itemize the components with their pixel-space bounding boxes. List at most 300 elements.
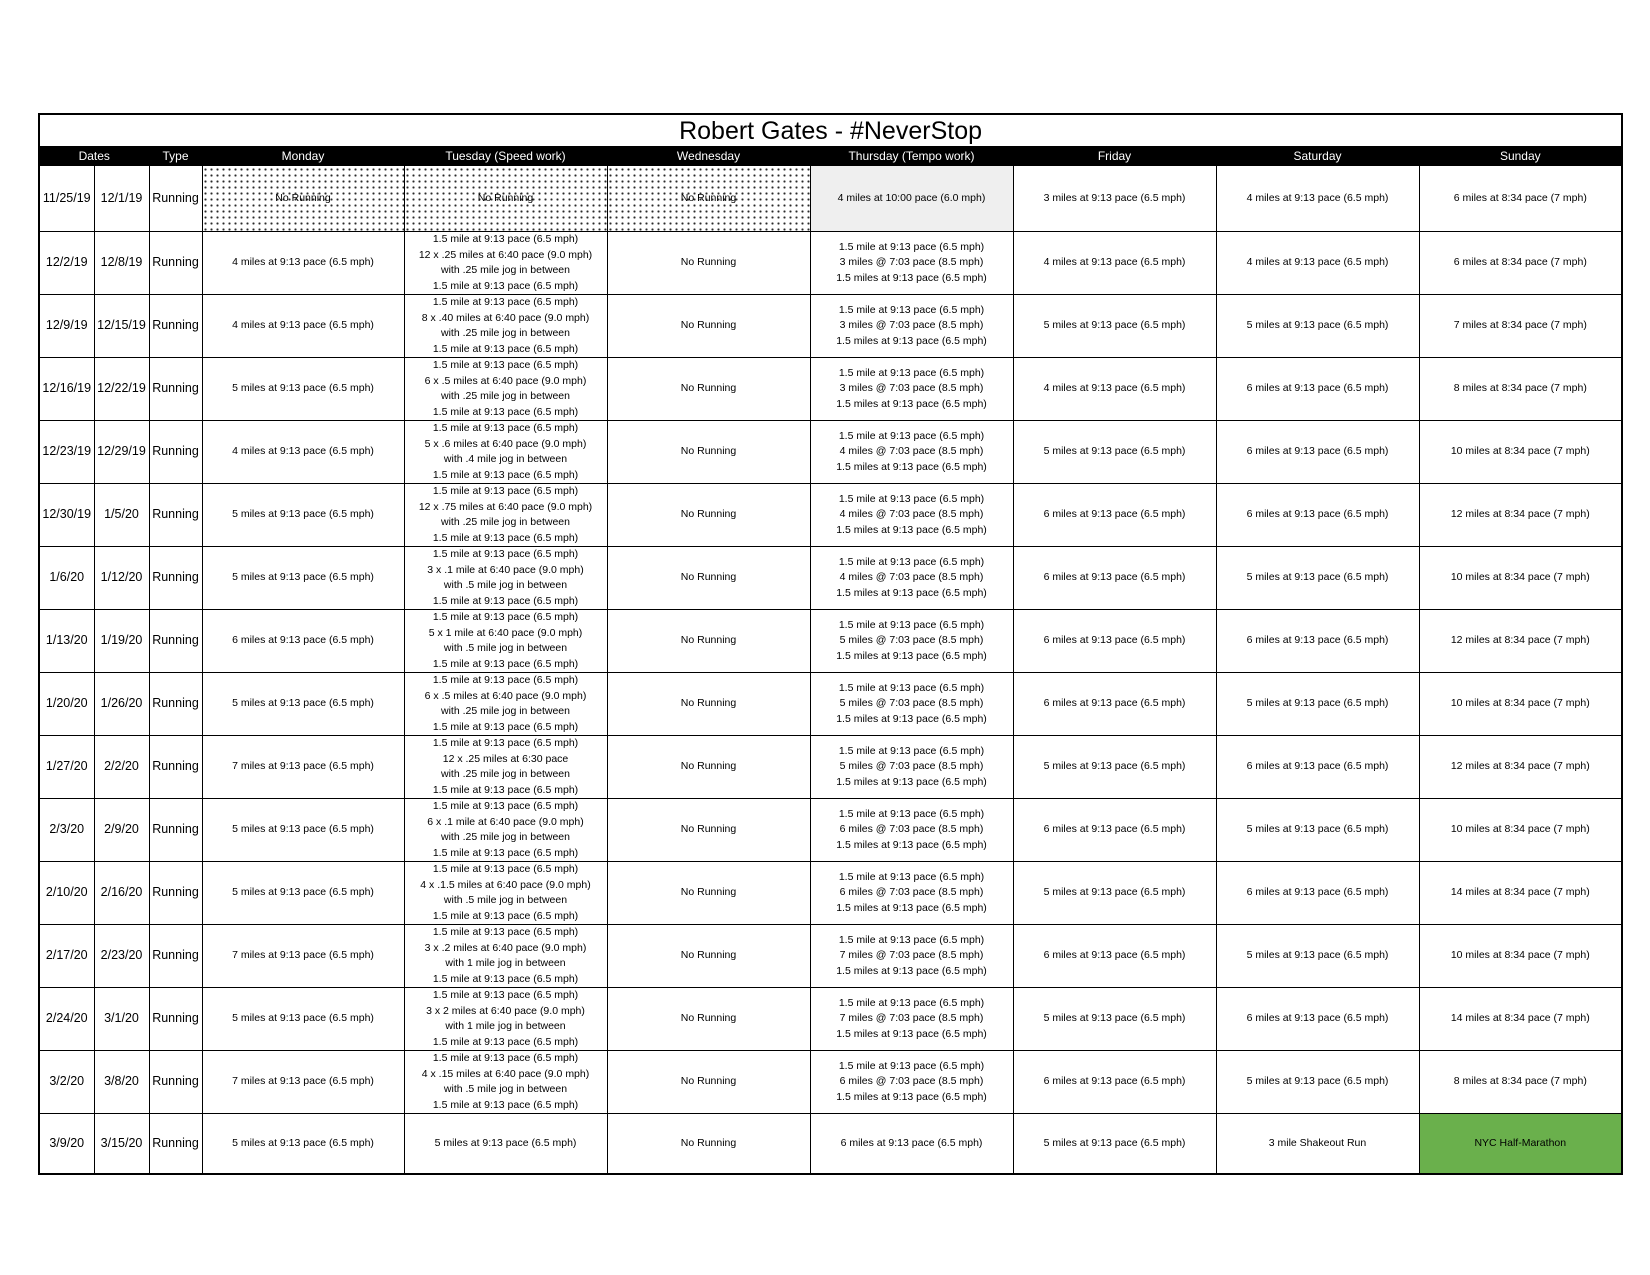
saturday-workout: 6 miles at 9:13 pace (6.5 mph) — [1216, 484, 1419, 547]
tuesday-workout-line: with .25 mile jog in between — [441, 768, 570, 780]
week-end-date: 12/15/19 — [94, 295, 149, 358]
week-end-date: 12/29/19 — [94, 421, 149, 484]
week-row — [39, 736, 1622, 799]
tuesday-workout-lines — [407, 191, 605, 207]
tuesday-workout — [404, 358, 607, 421]
week-start-date: 2/10/20 — [39, 862, 94, 925]
wednesday-workout: No Running — [607, 610, 810, 673]
tuesday-workout — [404, 799, 607, 862]
saturday-workout: 5 miles at 9:13 pace (6.5 mph) — [1216, 799, 1419, 862]
tuesday-workout — [404, 988, 607, 1051]
week-end-date: 1/12/20 — [94, 547, 149, 610]
tuesday-workout-line: 1.5 mile at 9:13 pace (6.5 mph) — [432, 989, 579, 1001]
thursday-workout-lines — [813, 996, 1011, 1043]
tuesday-workout-lines — [407, 484, 605, 546]
wednesday-workout: No Running — [607, 421, 810, 484]
thursday-workout — [810, 673, 1013, 736]
week-end-date: 1/5/20 — [94, 484, 149, 547]
tuesday-workout — [404, 610, 607, 673]
thursday-workout — [810, 736, 1013, 799]
thursday-workout-line: 1.5 mile at 9:13 pace (6.5 mph) — [838, 744, 985, 757]
tuesday-workout-line: 3 x .2 miles at 6:40 pace (9.0 mph) — [424, 941, 587, 954]
thursday-workout — [810, 988, 1013, 1051]
tuesday-workout-lines — [407, 295, 605, 357]
week-end-date: 12/8/19 — [94, 232, 149, 295]
thursday-workout-line: 5 miles @ 7:03 pace (8.5 mph) — [839, 697, 984, 710]
week-type: Running — [149, 736, 202, 799]
thursday-workout-line: 1.5 mile at 9:13 pace (6.5 mph) — [838, 555, 985, 568]
tuesday-workout — [404, 421, 607, 484]
tuesday-workout-line: 1.5 mile at 9:13 pace (6.5 mph) — [432, 548, 579, 560]
week-end-date: 12/1/19 — [94, 166, 149, 232]
thursday-workout — [810, 547, 1013, 610]
saturday-workout: 4 miles at 9:13 pace (6.5 mph) — [1216, 166, 1419, 232]
thursday-workout-lines — [813, 681, 1011, 728]
week-type: Running — [149, 547, 202, 610]
week-row — [39, 799, 1622, 862]
friday-workout: 5 miles at 9:13 pace (6.5 mph) — [1013, 421, 1216, 484]
saturday-workout: 4 miles at 9:13 pace (6.5 mph) — [1216, 232, 1419, 295]
thursday-workout-line: 1.5 miles at 9:13 pace (6.5 mph) — [836, 649, 987, 662]
sunday-workout: 6 miles at 8:34 pace (7 mph) — [1419, 166, 1622, 232]
friday-workout: 6 miles at 9:13 pace (6.5 mph) — [1013, 799, 1216, 862]
tuesday-workout-line: 3 x .1 mile at 6:40 pace (9.0 mph) — [427, 563, 584, 576]
header-tuesday: Tuesday (Speed work) — [404, 147, 607, 166]
thursday-workout — [810, 610, 1013, 673]
friday-workout: 4 miles at 9:13 pace (6.5 mph) — [1013, 358, 1216, 421]
header-wednesday: Wednesday — [607, 147, 810, 166]
sunday-workout: 12 miles at 8:34 pace (7 mph) — [1419, 484, 1622, 547]
friday-workout: 6 miles at 9:13 pace (6.5 mph) — [1013, 547, 1216, 610]
tuesday-workout-line: 4 x .15 miles at 6:40 pace (9.0 mph) — [421, 1067, 590, 1080]
week-type: Running — [149, 1051, 202, 1114]
thursday-workout-line: 3 miles @ 7:03 pace (8.5 mph) — [839, 319, 984, 332]
week-type: Running — [149, 232, 202, 295]
title-row — [39, 114, 1622, 147]
tuesday-workout-line: with 1 mile jog in between — [445, 1020, 566, 1032]
thursday-workout-line: 1.5 mile at 9:13 pace (6.5 mph) — [838, 870, 985, 883]
thursday-workout-line: 1.5 mile at 9:13 pace (6.5 mph) — [838, 996, 985, 1009]
monday-workout: 6 miles at 9:13 pace (6.5 mph) — [202, 610, 404, 673]
tuesday-workout-line: 1.5 mile at 9:13 pace (6.5 mph) — [432, 342, 579, 355]
tuesday-workout-line: 1.5 mile at 9:13 pace (6.5 mph) — [432, 909, 579, 922]
sunday-workout: 6 miles at 8:34 pace (7 mph) — [1419, 232, 1622, 295]
header-monday: Monday — [202, 147, 404, 166]
thursday-workout — [810, 358, 1013, 421]
wednesday-workout: No Running — [607, 862, 810, 925]
week-start-date: 3/9/20 — [39, 1114, 94, 1174]
thursday-workout-line: 1.5 miles at 9:13 pace (6.5 mph) — [836, 1027, 987, 1040]
tuesday-workout-line: 1.5 mile at 9:13 pace (6.5 mph) — [432, 657, 579, 670]
tuesday-workout-line: 1.5 mile at 9:13 pace (6.5 mph) — [432, 972, 579, 985]
thursday-workout-lines — [813, 744, 1011, 791]
week-type: Running — [149, 484, 202, 547]
monday-workout: 5 miles at 9:13 pace (6.5 mph) — [202, 799, 404, 862]
week-row — [39, 988, 1622, 1051]
header-sunday: Sunday — [1419, 147, 1622, 166]
week-end-date: 12/22/19 — [94, 358, 149, 421]
header-dates: Dates — [39, 147, 149, 166]
tuesday-workout-line: with .25 mile jog in between — [441, 516, 570, 528]
week-start-date: 2/3/20 — [39, 799, 94, 862]
week-type: Running — [149, 295, 202, 358]
saturday-workout: 6 miles at 9:13 pace (6.5 mph) — [1216, 988, 1419, 1051]
training-schedule-table — [38, 113, 1623, 1175]
friday-workout: 5 miles at 9:13 pace (6.5 mph) — [1013, 988, 1216, 1051]
sunday-workout: 14 miles at 8:34 pace (7 mph) — [1419, 988, 1622, 1051]
tuesday-workout-line: 1.5 mile at 9:13 pace (6.5 mph) — [432, 611, 579, 623]
thursday-workout — [810, 862, 1013, 925]
sunday-workout: 10 miles at 8:34 pace (7 mph) — [1419, 799, 1622, 862]
wednesday-workout: No Running — [607, 166, 810, 232]
sunday-workout: 10 miles at 8:34 pace (7 mph) — [1419, 925, 1622, 988]
monday-workout: 5 miles at 9:13 pace (6.5 mph) — [202, 358, 404, 421]
wednesday-workout: No Running — [607, 1051, 810, 1114]
tuesday-workout-line: with 1 mile jog in between — [445, 957, 566, 969]
saturday-workout: 5 miles at 9:13 pace (6.5 mph) — [1216, 673, 1419, 736]
thursday-workout-lines — [813, 492, 1011, 539]
saturday-workout: 6 miles at 9:13 pace (6.5 mph) — [1216, 610, 1419, 673]
tuesday-workout-lines — [407, 736, 605, 798]
thursday-workout-line: 7 miles @ 7:03 pace (8.5 mph) — [839, 1012, 984, 1025]
tuesday-workout-line: 1.5 mile at 9:13 pace (6.5 mph) — [432, 1035, 579, 1048]
thursday-workout-line: 6 miles @ 7:03 pace (8.5 mph) — [839, 823, 984, 836]
thursday-workout — [810, 925, 1013, 988]
week-end-date: 3/1/20 — [94, 988, 149, 1051]
thursday-workout-line: 1.5 miles at 9:13 pace (6.5 mph) — [836, 901, 987, 914]
saturday-workout: 5 miles at 9:13 pace (6.5 mph) — [1216, 295, 1419, 358]
week-type: Running — [149, 1114, 202, 1174]
week-row — [39, 673, 1622, 736]
tuesday-workout-lines — [407, 547, 605, 609]
header-saturday: Saturday — [1216, 147, 1419, 166]
week-start-date: 12/2/19 — [39, 232, 94, 295]
tuesday-workout-line: 1.5 mile at 9:13 pace (6.5 mph) — [432, 720, 579, 733]
week-row — [39, 1114, 1622, 1174]
thursday-workout-line: 1.5 miles at 9:13 pace (6.5 mph) — [836, 586, 987, 599]
thursday-workout-line: 1.5 mile at 9:13 pace (6.5 mph) — [838, 807, 985, 820]
header-friday: Friday — [1013, 147, 1216, 166]
tuesday-workout-line: 1.5 mile at 9:13 pace (6.5 mph) — [432, 1098, 579, 1111]
tuesday-workout-line: 5 x 1 mile at 6:40 pace (9.0 mph) — [428, 626, 583, 639]
monday-workout: 5 miles at 9:13 pace (6.5 mph) — [202, 988, 404, 1051]
week-row — [39, 295, 1622, 358]
tuesday-workout-line: with .5 mile jog in between — [443, 1083, 568, 1095]
week-start-date: 12/16/19 — [39, 358, 94, 421]
thursday-workout-line: 1.5 miles at 9:13 pace (6.5 mph) — [836, 334, 987, 347]
thursday-workout-line: 1.5 mile at 9:13 pace (6.5 mph) — [838, 933, 985, 946]
tuesday-workout-line: 1.5 mile at 9:13 pace (6.5 mph) — [432, 863, 579, 875]
week-end-date: 2/2/20 — [94, 736, 149, 799]
tuesday-workout-line: 1.5 mile at 9:13 pace (6.5 mph) — [432, 296, 579, 308]
thursday-workout-line: 1.5 mile at 9:13 pace (6.5 mph) — [838, 618, 985, 631]
sunday-workout: 8 miles at 8:34 pace (7 mph) — [1419, 358, 1622, 421]
tuesday-workout-line: with .4 mile jog in between — [443, 453, 568, 465]
week-start-date: 1/20/20 — [39, 673, 94, 736]
tuesday-workout — [404, 862, 607, 925]
tuesday-workout — [404, 484, 607, 547]
week-start-date: 1/27/20 — [39, 736, 94, 799]
wednesday-workout: No Running — [607, 736, 810, 799]
friday-workout: 3 miles at 9:13 pace (6.5 mph) — [1013, 166, 1216, 232]
thursday-workout-lines — [813, 303, 1011, 350]
tuesday-workout-line: 6 x .5 miles at 6:40 pace (9.0 mph) — [424, 374, 587, 387]
sunday-workout: 12 miles at 8:34 pace (7 mph) — [1419, 610, 1622, 673]
saturday-workout: 6 miles at 9:13 pace (6.5 mph) — [1216, 736, 1419, 799]
thursday-workout-lines — [813, 933, 1011, 980]
thursday-workout — [810, 1114, 1013, 1174]
thursday-workout — [810, 484, 1013, 547]
thursday-workout — [810, 1051, 1013, 1114]
thursday-workout-line: 1.5 mile at 9:13 pace (6.5 mph) — [838, 681, 985, 694]
week-end-date: 1/19/20 — [94, 610, 149, 673]
tuesday-workout-lines — [407, 232, 605, 294]
thursday-workout — [810, 799, 1013, 862]
week-end-date: 2/16/20 — [94, 862, 149, 925]
monday-workout: 5 miles at 9:13 pace (6.5 mph) — [202, 547, 404, 610]
wednesday-workout: No Running — [607, 295, 810, 358]
saturday-workout: 5 miles at 9:13 pace (6.5 mph) — [1216, 925, 1419, 988]
tuesday-workout-lines — [407, 673, 605, 735]
friday-workout: 6 miles at 9:13 pace (6.5 mph) — [1013, 610, 1216, 673]
thursday-workout-line: 6 miles at 9:13 pace (6.5 mph) — [840, 1136, 983, 1149]
tuesday-workout-lines — [407, 421, 605, 483]
tuesday-workout — [404, 673, 607, 736]
tuesday-workout-line: No Running — [477, 191, 534, 204]
tuesday-workout-lines — [407, 988, 605, 1050]
tuesday-workout-line: with .5 mile jog in between — [443, 579, 568, 591]
thursday-workout-line: 3 miles @ 7:03 pace (8.5 mph) — [839, 256, 984, 269]
tuesday-workout-line: with .25 mile jog in between — [441, 264, 570, 276]
tuesday-workout-line: 1.5 mile at 9:13 pace (6.5 mph) — [432, 531, 579, 544]
saturday-workout: 5 miles at 9:13 pace (6.5 mph) — [1216, 1051, 1419, 1114]
tuesday-workout-line: 1.5 mile at 9:13 pace (6.5 mph) — [432, 422, 579, 434]
week-start-date: 11/25/19 — [39, 166, 94, 232]
tuesday-workout-line: 1.5 mile at 9:13 pace (6.5 mph) — [432, 800, 579, 812]
thursday-workout-line: 1.5 mile at 9:13 pace (6.5 mph) — [838, 303, 985, 316]
week-end-date: 2/9/20 — [94, 799, 149, 862]
thursday-workout-line: 7 miles @ 7:03 pace (8.5 mph) — [839, 949, 984, 962]
week-type: Running — [149, 988, 202, 1051]
thursday-workout-line: 1.5 mile at 9:13 pace (6.5 mph) — [838, 366, 985, 379]
tuesday-workout-line: 1.5 mile at 9:13 pace (6.5 mph) — [432, 1052, 579, 1064]
tuesday-workout-line: 1.5 mile at 9:13 pace (6.5 mph) — [432, 783, 579, 796]
thursday-workout-line: 1.5 miles at 9:13 pace (6.5 mph) — [836, 712, 987, 725]
thursday-workout — [810, 295, 1013, 358]
thursday-workout-line: 4 miles @ 7:03 pace (8.5 mph) — [839, 445, 984, 458]
thursday-workout-line: 3 miles @ 7:03 pace (8.5 mph) — [839, 382, 984, 395]
monday-workout: 7 miles at 9:13 pace (6.5 mph) — [202, 925, 404, 988]
thursday-workout-line: 4 miles at 10:00 pace (6.0 mph) — [837, 191, 986, 204]
sunday-workout: 10 miles at 8:34 pace (7 mph) — [1419, 547, 1622, 610]
thursday-workout — [810, 166, 1013, 232]
weeks-body — [39, 166, 1622, 1174]
tuesday-workout-line: 1.5 mile at 9:13 pace (6.5 mph) — [432, 674, 579, 686]
friday-workout: 5 miles at 9:13 pace (6.5 mph) — [1013, 862, 1216, 925]
tuesday-workout-line: 4 x .1.5 miles at 6:40 pace (9.0 mph) — [420, 878, 591, 891]
friday-workout: 4 miles at 9:13 pace (6.5 mph) — [1013, 232, 1216, 295]
week-row — [39, 1051, 1622, 1114]
monday-workout: 7 miles at 9:13 pace (6.5 mph) — [202, 1051, 404, 1114]
tuesday-workout — [404, 1051, 607, 1114]
tuesday-workout — [404, 295, 607, 358]
saturday-workout: 6 miles at 9:13 pace (6.5 mph) — [1216, 358, 1419, 421]
tuesday-workout-line: 5 x .6 miles at 6:40 pace (9.0 mph) — [424, 437, 587, 450]
monday-workout: 5 miles at 9:13 pace (6.5 mph) — [202, 1114, 404, 1174]
friday-workout: 6 miles at 9:13 pace (6.5 mph) — [1013, 925, 1216, 988]
tuesday-workout — [404, 736, 607, 799]
tuesday-workout-line: with .25 mile jog in between — [441, 390, 570, 402]
friday-workout: 6 miles at 9:13 pace (6.5 mph) — [1013, 673, 1216, 736]
tuesday-workout-line: 1.5 mile at 9:13 pace (6.5 mph) — [432, 233, 579, 245]
header-thursday: Thursday (Tempo work) — [810, 147, 1013, 166]
saturday-workout: 6 miles at 9:13 pace (6.5 mph) — [1216, 862, 1419, 925]
thursday-workout — [810, 232, 1013, 295]
monday-workout: 5 miles at 9:13 pace (6.5 mph) — [202, 862, 404, 925]
thursday-workout-lines — [813, 1059, 1011, 1106]
header-row — [39, 147, 1622, 166]
tuesday-workout-line: with .5 mile jog in between — [443, 894, 568, 906]
thursday-workout-line: 1.5 mile at 9:13 pace (6.5 mph) — [838, 1059, 985, 1072]
wednesday-workout: No Running — [607, 484, 810, 547]
tuesday-workout-line: 12 x .25 miles at 6:30 pace — [442, 752, 569, 765]
week-row — [39, 421, 1622, 484]
friday-workout: 6 miles at 9:13 pace (6.5 mph) — [1013, 484, 1216, 547]
monday-workout: 5 miles at 9:13 pace (6.5 mph) — [202, 484, 404, 547]
saturday-workout: 3 mile Shakeout Run — [1216, 1114, 1419, 1174]
week-start-date: 3/2/20 — [39, 1051, 94, 1114]
thursday-workout-lines — [813, 240, 1011, 287]
week-type: Running — [149, 610, 202, 673]
wednesday-workout: No Running — [607, 988, 810, 1051]
thursday-workout-line: 1.5 miles at 9:13 pace (6.5 mph) — [836, 964, 987, 977]
thursday-workout-line: 1.5 miles at 9:13 pace (6.5 mph) — [836, 838, 987, 851]
week-row — [39, 862, 1622, 925]
week-row — [39, 358, 1622, 421]
tuesday-workout-line: 1.5 mile at 9:13 pace (6.5 mph) — [432, 846, 579, 859]
wednesday-workout: No Running — [607, 673, 810, 736]
wednesday-workout: No Running — [607, 1114, 810, 1174]
thursday-workout-line: 6 miles @ 7:03 pace (8.5 mph) — [839, 886, 984, 899]
wednesday-workout: No Running — [607, 925, 810, 988]
week-type: Running — [149, 862, 202, 925]
wednesday-workout: No Running — [607, 232, 810, 295]
week-type: Running — [149, 421, 202, 484]
thursday-workout-line: 5 miles @ 7:03 pace (8.5 mph) — [839, 634, 984, 647]
tuesday-workout-line: 1.5 mile at 9:13 pace (6.5 mph) — [432, 405, 579, 418]
tuesday-workout-line: with .5 mile jog in between — [443, 642, 568, 654]
thursday-workout-line: 6 miles @ 7:03 pace (8.5 mph) — [839, 1075, 984, 1088]
tuesday-workout — [404, 547, 607, 610]
week-row — [39, 232, 1622, 295]
tuesday-workout-line: 1.5 mile at 9:13 pace (6.5 mph) — [432, 359, 579, 371]
friday-workout: 5 miles at 9:13 pace (6.5 mph) — [1013, 1114, 1216, 1174]
friday-workout: 5 miles at 9:13 pace (6.5 mph) — [1013, 736, 1216, 799]
thursday-workout-line: 1.5 mile at 9:13 pace (6.5 mph) — [838, 492, 985, 505]
sheet-title: Robert Gates - #NeverStop — [39, 114, 1622, 147]
monday-workout: No Running — [202, 166, 404, 232]
sunday-workout: 14 miles at 8:34 pace (7 mph) — [1419, 862, 1622, 925]
thursday-workout-line: 1.5 mile at 9:13 pace (6.5 mph) — [838, 429, 985, 442]
tuesday-workout-lines — [407, 358, 605, 420]
tuesday-workout — [404, 166, 607, 232]
tuesday-workout-lines — [407, 610, 605, 672]
week-end-date: 2/23/20 — [94, 925, 149, 988]
week-row — [39, 925, 1622, 988]
saturday-workout: 5 miles at 9:13 pace (6.5 mph) — [1216, 547, 1419, 610]
week-type: Running — [149, 358, 202, 421]
wednesday-workout: No Running — [607, 799, 810, 862]
tuesday-workout-line: 1.5 mile at 9:13 pace (6.5 mph) — [432, 279, 579, 292]
friday-workout: 6 miles at 9:13 pace (6.5 mph) — [1013, 1051, 1216, 1114]
thursday-workout — [810, 421, 1013, 484]
thursday-workout-lines — [813, 555, 1011, 602]
week-end-date: 1/26/20 — [94, 673, 149, 736]
saturday-workout: 6 miles at 9:13 pace (6.5 mph) — [1216, 421, 1419, 484]
tuesday-workout-line: 8 x .40 miles at 6:40 pace (9.0 mph) — [421, 311, 590, 324]
week-start-date: 2/17/20 — [39, 925, 94, 988]
sunday-workout: 12 miles at 8:34 pace (7 mph) — [1419, 736, 1622, 799]
tuesday-workout-line: 6 x .1 mile at 6:40 pace (9.0 mph) — [427, 815, 584, 828]
week-row — [39, 166, 1622, 232]
thursday-workout-line: 1.5 mile at 9:13 pace (6.5 mph) — [838, 240, 985, 253]
tuesday-workout-line: 12 x .25 miles at 6:40 pace (9.0 mph) — [418, 248, 593, 261]
tuesday-workout-line: with .25 mile jog in between — [441, 327, 570, 339]
week-start-date: 1/6/20 — [39, 547, 94, 610]
week-type: Running — [149, 673, 202, 736]
thursday-workout-lines — [813, 1136, 1011, 1152]
sunday-workout: 8 miles at 8:34 pace (7 mph) — [1419, 1051, 1622, 1114]
monday-workout: 7 miles at 9:13 pace (6.5 mph) — [202, 736, 404, 799]
week-start-date: 12/9/19 — [39, 295, 94, 358]
week-type: Running — [149, 799, 202, 862]
tuesday-workout-line: 1.5 mile at 9:13 pace (6.5 mph) — [432, 737, 579, 749]
week-start-date: 1/13/20 — [39, 610, 94, 673]
tuesday-workout-line: 1.5 mile at 9:13 pace (6.5 mph) — [432, 926, 579, 938]
tuesday-workout-line: with .25 mile jog in between — [441, 705, 570, 717]
sunday-workout: 10 miles at 8:34 pace (7 mph) — [1419, 421, 1622, 484]
tuesday-workout-line: 1.5 mile at 9:13 pace (6.5 mph) — [432, 485, 579, 497]
week-end-date: 3/8/20 — [94, 1051, 149, 1114]
week-row — [39, 484, 1622, 547]
sunday-workout: 10 miles at 8:34 pace (7 mph) — [1419, 673, 1622, 736]
thursday-workout-line: 4 miles @ 7:03 pace (8.5 mph) — [839, 508, 984, 521]
week-type: Running — [149, 166, 202, 232]
friday-workout: 5 miles at 9:13 pace (6.5 mph) — [1013, 295, 1216, 358]
tuesday-workout-lines — [407, 1051, 605, 1113]
tuesday-workout — [404, 232, 607, 295]
tuesday-workout-line: 12 x .75 miles at 6:40 pace (9.0 mph) — [418, 500, 593, 513]
week-row — [39, 547, 1622, 610]
tuesday-workout — [404, 925, 607, 988]
week-type: Running — [149, 925, 202, 988]
thursday-workout-line: 1.5 miles at 9:13 pace (6.5 mph) — [836, 775, 987, 788]
thursday-workout-line: 5 miles @ 7:03 pace (8.5 mph) — [839, 760, 984, 773]
week-start-date: 12/23/19 — [39, 421, 94, 484]
thursday-workout-line: 1.5 miles at 9:13 pace (6.5 mph) — [836, 397, 987, 410]
monday-workout: 5 miles at 9:13 pace (6.5 mph) — [202, 673, 404, 736]
tuesday-workout-lines — [407, 925, 605, 987]
tuesday-workout — [404, 1114, 607, 1174]
monday-workout: 4 miles at 9:13 pace (6.5 mph) — [202, 232, 404, 295]
tuesday-workout-line: 5 miles at 9:13 pace (6.5 mph) — [434, 1136, 577, 1149]
thursday-workout-lines — [813, 618, 1011, 665]
tuesday-workout-line: 1.5 mile at 9:13 pace (6.5 mph) — [432, 468, 579, 481]
thursday-workout-lines — [813, 366, 1011, 413]
wednesday-workout: No Running — [607, 358, 810, 421]
thursday-workout-line: 1.5 miles at 9:13 pace (6.5 mph) — [836, 1090, 987, 1103]
week-row — [39, 610, 1622, 673]
